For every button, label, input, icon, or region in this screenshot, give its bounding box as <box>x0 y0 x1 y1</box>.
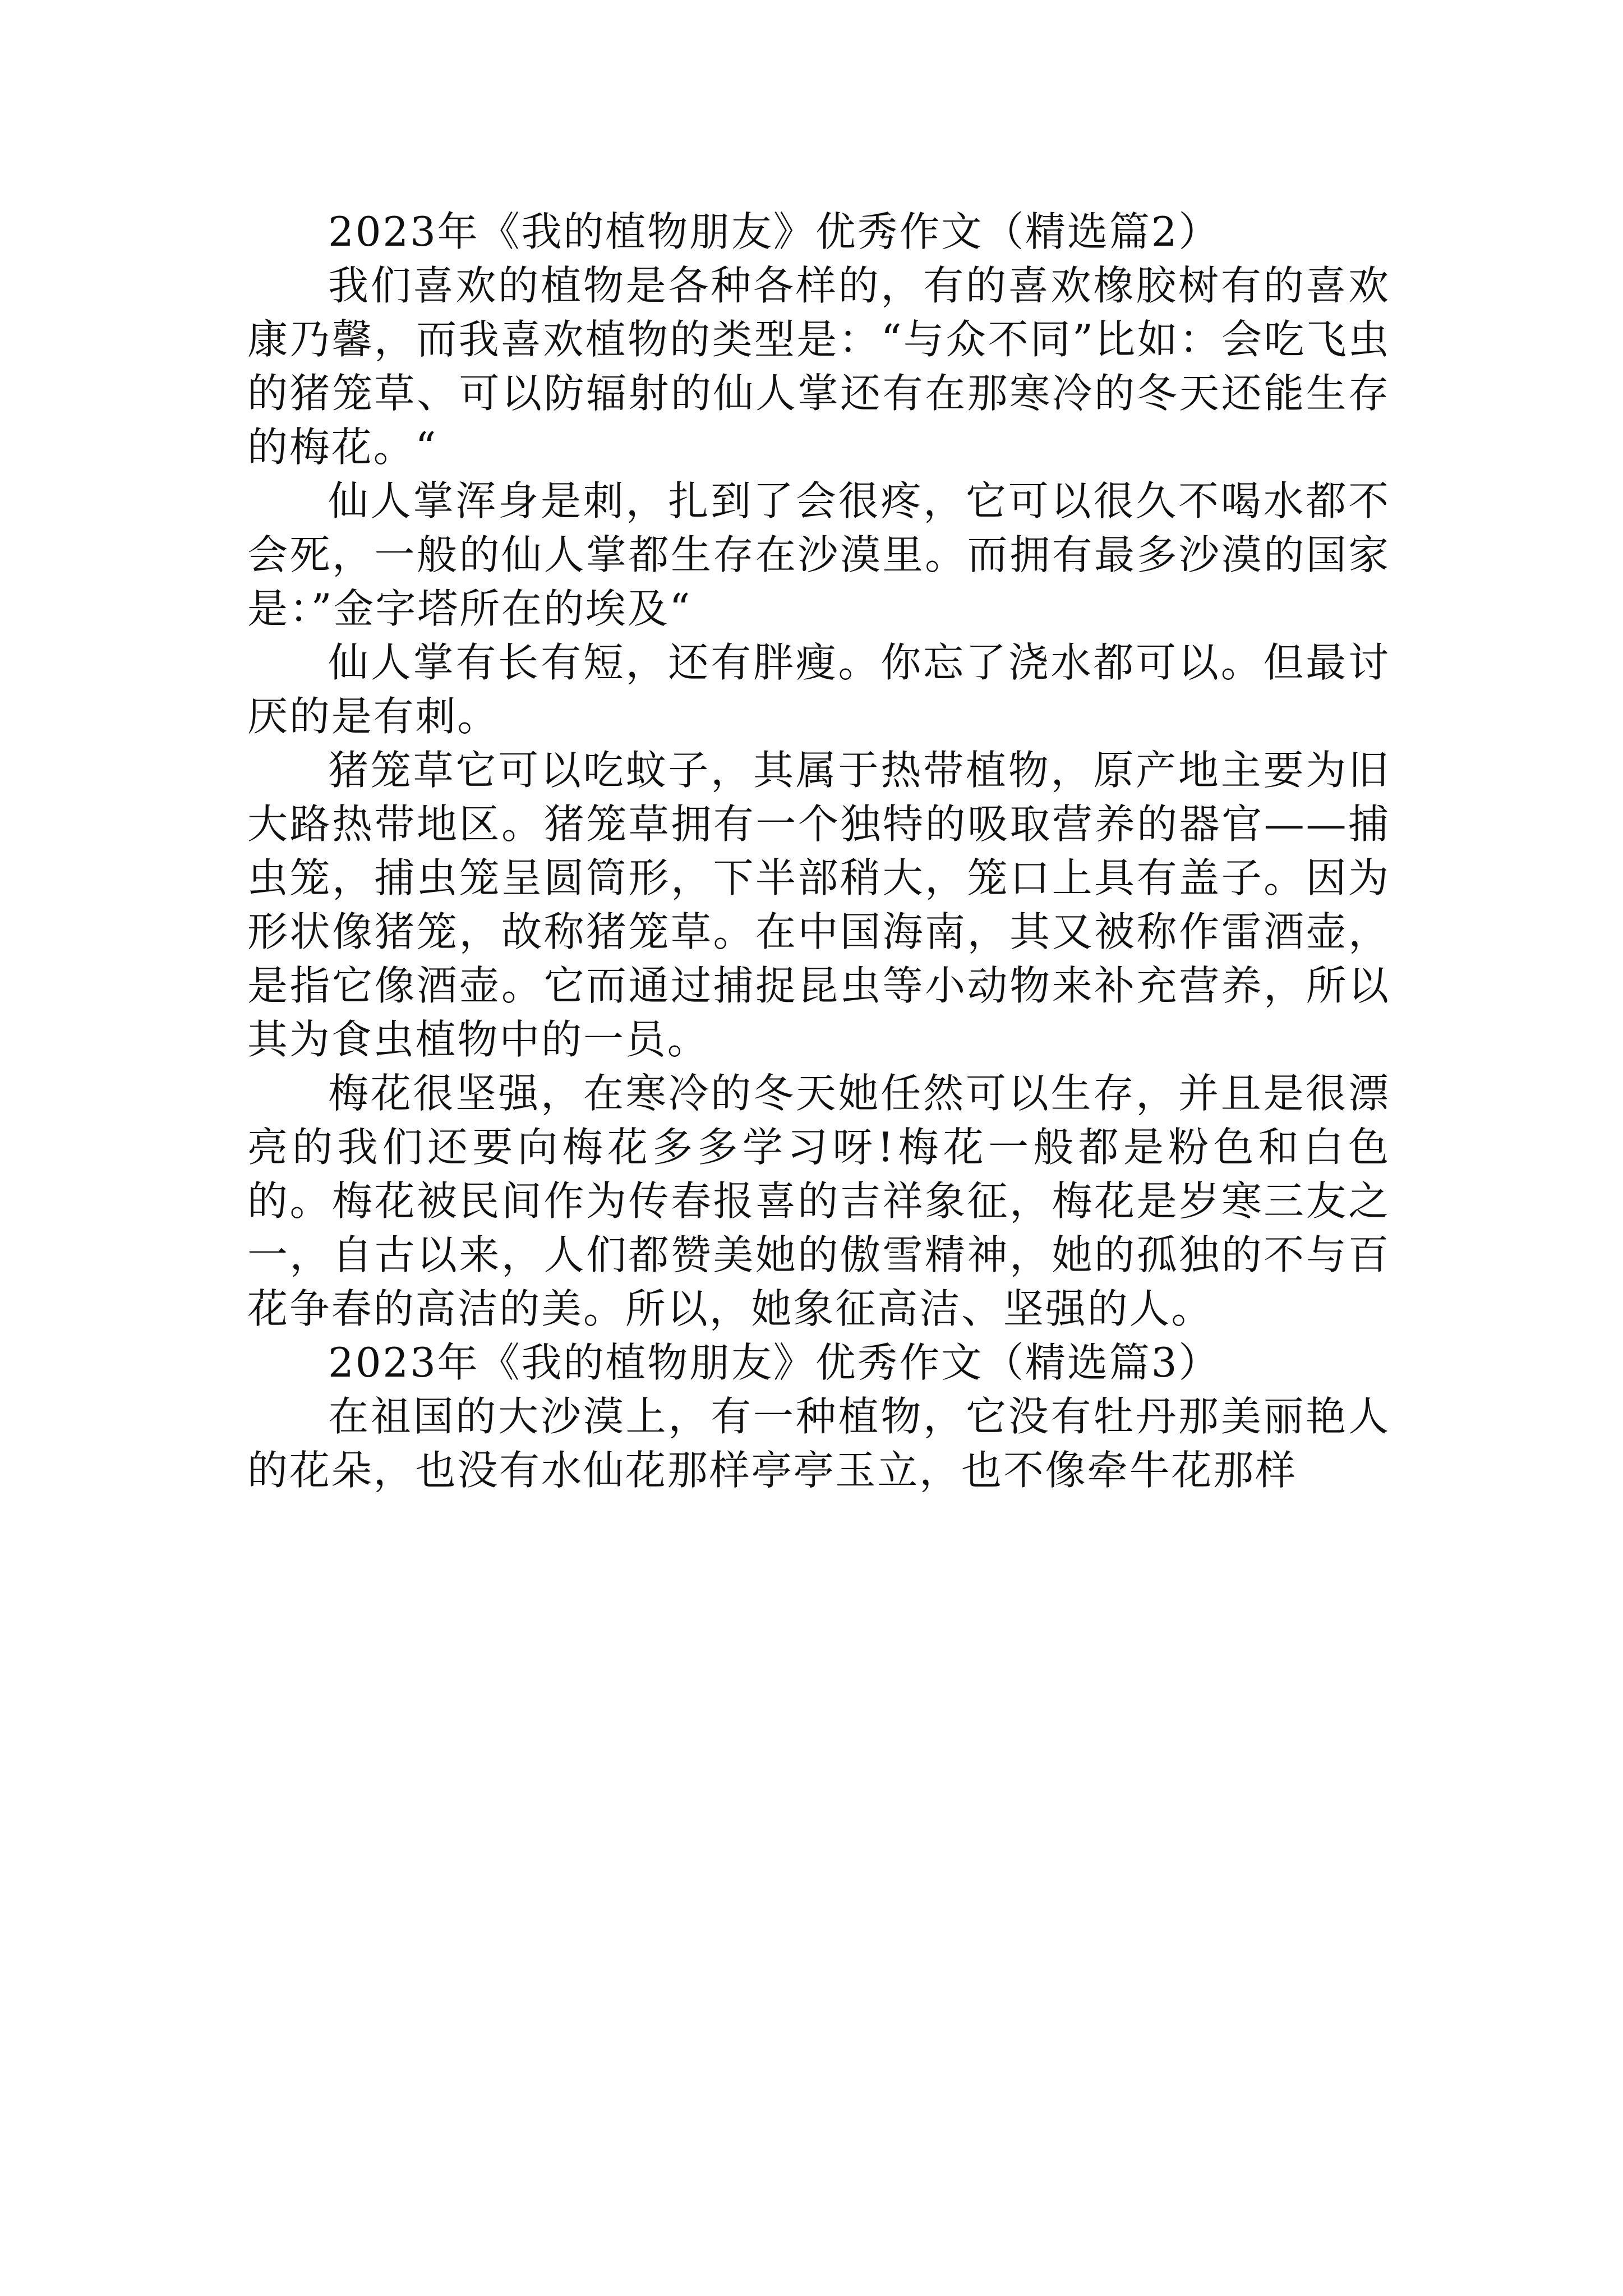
paragraph-plants-intro: 我们喜欢的植物是各种各样的，有的喜欢橡胶树有的喜欢康乃馨，而我喜欢植物的类型是：“与众不同”比如：会吃飞虫的猪笼草、可以防辐射的仙人掌还有在那寒冷的冬天还能生存的梅花。“ <box>247 262 1390 471</box>
paragraph-plum-blossom: 梅花很坚强，在寒冷的冬天她任然可以生存，并且是很漂亮的我们还要向梅花多多学习呀!梅花一般都是粉色和白色的。梅花被民间作为传春报喜的吉祥象征，梅花是岁寒三友之一，自古以来，人们都赞美她的傲雪精神，她的孤独的不与百花争春的高洁的美。所以，她象征高洁、坚强的人。 <box>247 1070 1390 1332</box>
document-body <box>247 205 1390 1497</box>
essay-heading-3: 2023年《我的植物朋友》优秀作文（精选篇3） <box>328 1339 1221 1386</box>
paragraph-cactus-desert: 仙人掌浑身是刺，扎到了会很疼，它可以很久不喝水都不会死，一般的仙人掌都生存在沙漠里。而拥有最多沙漠的国家是：”金字塔所在的埃及“ <box>247 477 1390 632</box>
paragraph-desert-plant: 在祖国的大沙漠上，有一种植物，它没有牡丹那美丽艳人的花朵，也没有水仙花那样亭亭玉立，也不像牵牛花那样 <box>247 1393 1390 1494</box>
paragraph-pitcher-plant: 猪笼草它可以吃蚊子，其属于热带植物，原产地主要为旧大路热带地区。猪笼草拥有一个独特的吸取营养的器官——捕虫笼，捕虫笼呈圆筒形，下半部稍大，笼口上具有盖子。因为形状像猪笼，故称猪笼草。在中国海南，其又被称作雷酒壶，是指它像酒壶。它而通过捕捉昆虫等小动物来补充营养，所以其为食虫植物中的一员。 <box>247 747 1390 1063</box>
essay-heading-2: 2023年《我的植物朋友》优秀作文（精选篇2） <box>328 208 1221 255</box>
paragraph-cactus-shape: 仙人掌有长有短，还有胖瘦。你忘了浇水都可以。但最讨厌的是有刺。 <box>247 639 1390 740</box>
